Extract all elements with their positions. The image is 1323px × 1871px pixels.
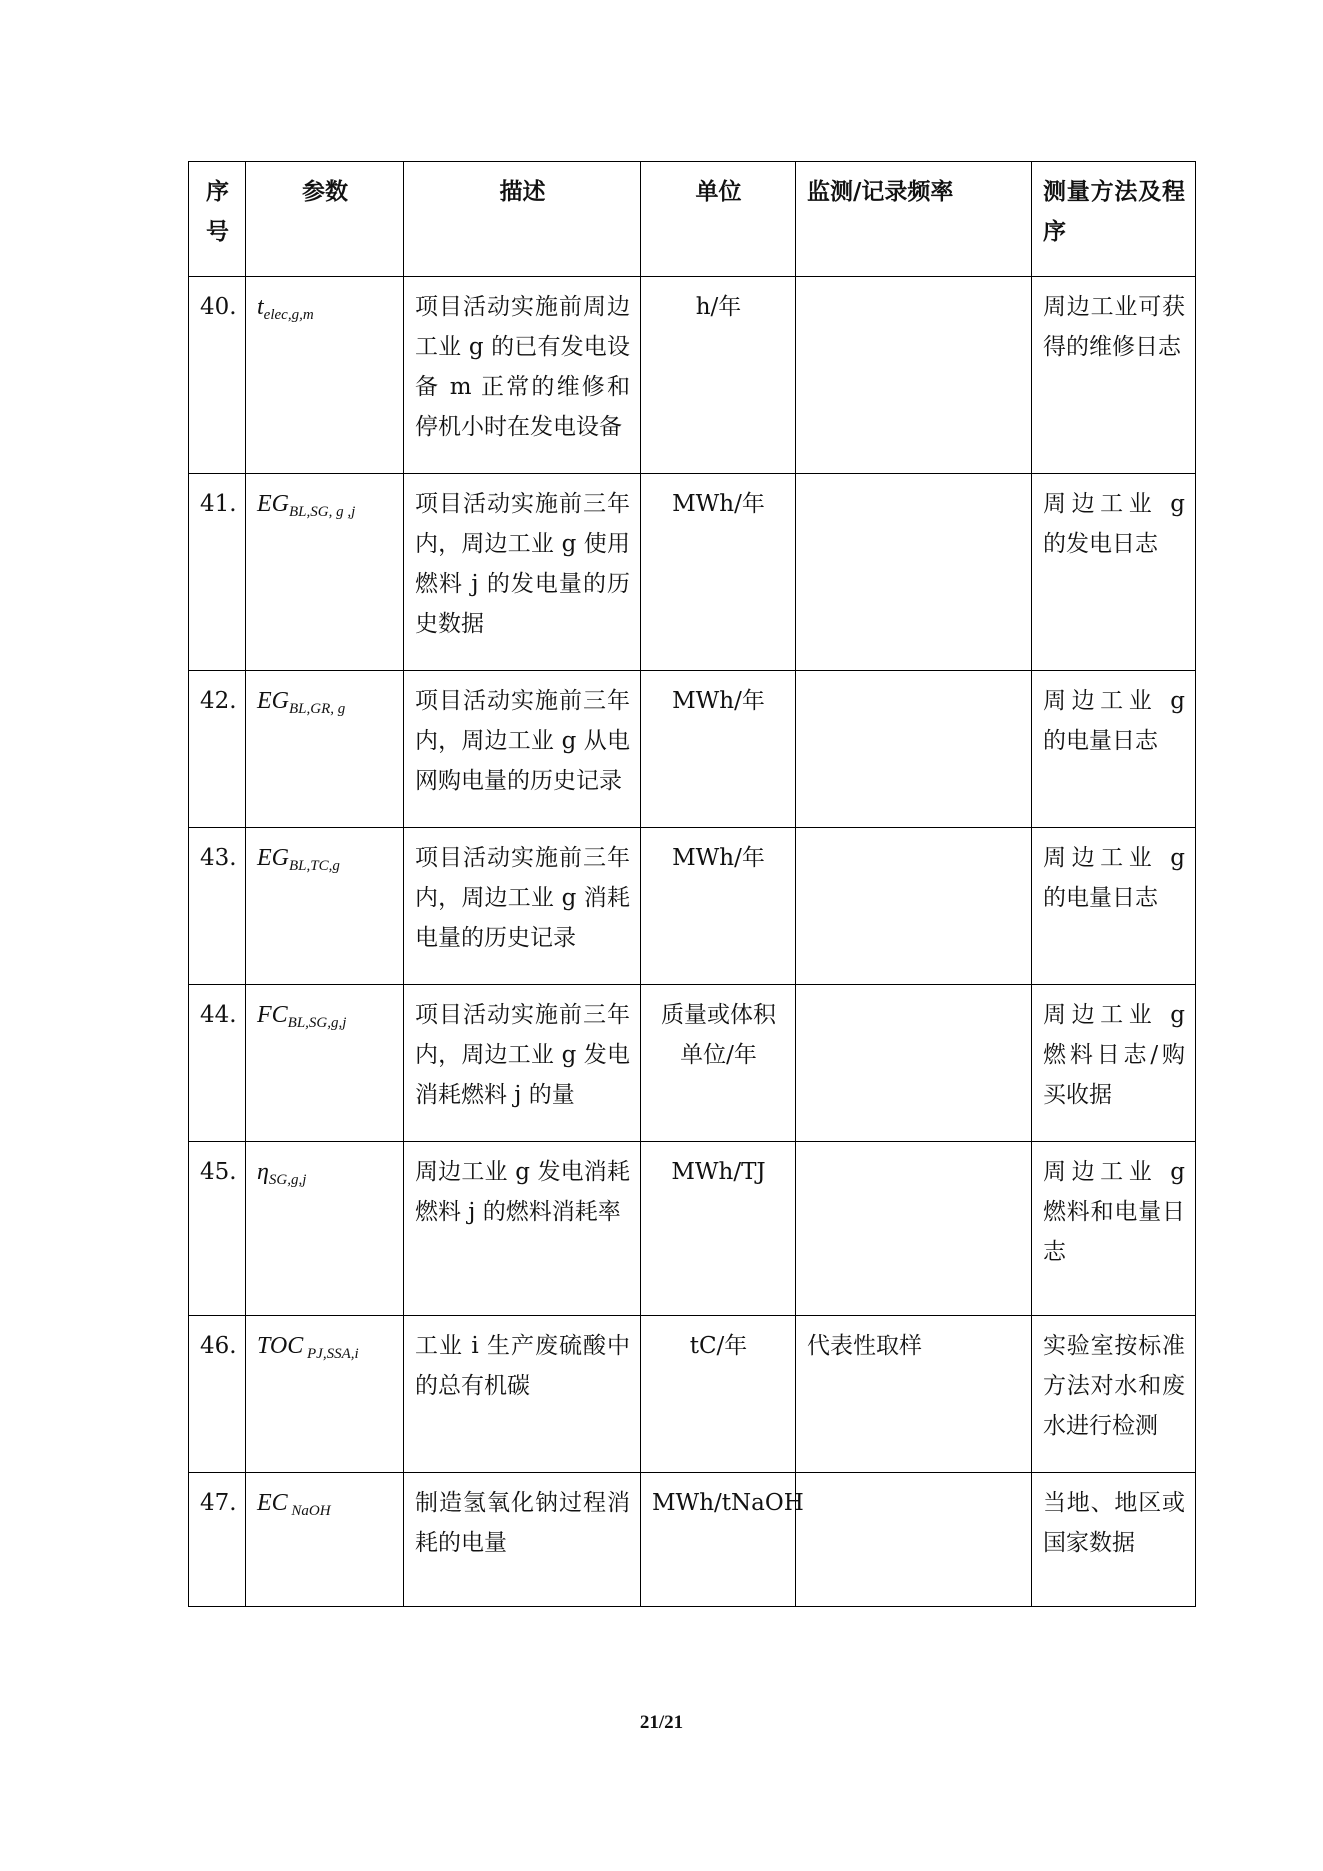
row-description: 工业 i 生产废硫酸中的总有机碳 <box>404 1316 641 1473</box>
row-frequency <box>796 1142 1032 1316</box>
row-number: 44. <box>189 985 246 1142</box>
row-frequency <box>796 671 1032 828</box>
parameter-table <box>188 161 1196 1607</box>
row-parameter <box>246 1473 404 1607</box>
parameter-base: EG <box>257 688 289 714</box>
table-row <box>189 985 1196 1142</box>
row-parameter <box>246 277 404 474</box>
parameter-base: TOC <box>257 1333 304 1359</box>
row-unit: MWh/tNaOH <box>641 1473 796 1607</box>
row-unit: MWh/年 <box>641 828 796 985</box>
row-unit: MWh/TJ <box>641 1142 796 1316</box>
row-frequency <box>796 828 1032 985</box>
row-frequency: 代表性取样 <box>796 1316 1032 1473</box>
header-desc: 描述 <box>404 162 641 277</box>
table-row <box>189 828 1196 985</box>
row-description: 项目活动实施前三年内，周边工业 g 从电网购电量的历史记录 <box>404 671 641 828</box>
row-frequency <box>796 277 1032 474</box>
parameter-base: t <box>257 294 264 320</box>
parameter-symbol <box>257 1002 347 1031</box>
row-method: 周边工业 g 的发电日志 <box>1032 474 1196 671</box>
parameter-subscript: PJ,SSA,i <box>303 1346 359 1362</box>
parameter-symbol <box>257 1159 307 1188</box>
parameter-subscript: elec,g,m <box>263 307 314 323</box>
row-method: 当地、地区或国家数据 <box>1032 1473 1196 1607</box>
parameter-subscript: SG,g,j <box>268 1172 307 1188</box>
parameter-base: EC <box>257 1490 288 1516</box>
row-number: 40. <box>189 277 246 474</box>
row-parameter <box>246 985 404 1142</box>
table-row <box>189 671 1196 828</box>
row-description: 项目活动实施前三年内，周边工业 g 使用燃料 j 的发电量的历史数据 <box>404 474 641 671</box>
row-unit: h/年 <box>641 277 796 474</box>
parameter-subscript: BL,GR, g <box>289 701 346 717</box>
row-unit: MWh/年 <box>641 671 796 828</box>
row-parameter <box>246 828 404 985</box>
header-method: 测量方法及程序 <box>1032 162 1196 277</box>
row-number: 42. <box>189 671 246 828</box>
row-unit: tC/年 <box>641 1316 796 1473</box>
table-row <box>189 277 1196 474</box>
row-method: 周边工业可获得的维修日志 <box>1032 277 1196 474</box>
parameter-symbol <box>257 1490 331 1519</box>
parameter-symbol <box>257 491 356 520</box>
parameter-subscript: BL,SG, g ,j <box>289 504 356 520</box>
table-row <box>189 1473 1196 1607</box>
parameter-symbol <box>257 294 314 323</box>
row-number: 45. <box>189 1142 246 1316</box>
row-description: 项目活动实施前三年内，周边工业 g 消耗电量的历史记录 <box>404 828 641 985</box>
header-row <box>189 162 1196 277</box>
parameter-symbol <box>257 688 346 717</box>
row-unit: 质量或体积单位/年 <box>641 985 796 1142</box>
header-unit: 单位 <box>641 162 796 277</box>
row-description: 项目活动实施前三年内，周边工业 g 发电消耗燃料 j 的量 <box>404 985 641 1142</box>
row-number: 47. <box>189 1473 246 1607</box>
row-parameter <box>246 474 404 671</box>
row-frequency <box>796 1473 1032 1607</box>
row-method: 周边工业 g 燃料和电量日志 <box>1032 1142 1196 1316</box>
row-frequency <box>796 474 1032 671</box>
parameter-symbol <box>257 845 340 874</box>
parameter-base: EG <box>257 491 289 517</box>
header-no: 序号 <box>189 162 246 277</box>
page-number: 21/21 <box>639 1712 684 1733</box>
parameter-base: FC <box>257 1002 288 1028</box>
parameter-symbol <box>257 1333 359 1362</box>
row-parameter <box>246 671 404 828</box>
parameter-base: EG <box>257 845 289 871</box>
parameter-subscript: BL,SG,g,j <box>287 1015 347 1031</box>
row-number: 46. <box>189 1316 246 1473</box>
row-method: 实验室按标准方法对水和废水进行检测 <box>1032 1316 1196 1473</box>
row-frequency <box>796 985 1032 1142</box>
row-parameter <box>246 1316 404 1473</box>
row-number: 43. <box>189 828 246 985</box>
row-method: 周边工业 g 的电量日志 <box>1032 828 1196 985</box>
row-description: 制造氢氧化钠过程消耗的电量 <box>404 1473 641 1607</box>
parameter-subscript: NaOH <box>287 1503 331 1519</box>
row-number: 41. <box>189 474 246 671</box>
row-method: 周边工业 g 燃料日志/购买收据 <box>1032 985 1196 1142</box>
parameter-subscript: BL,TC,g <box>289 858 340 874</box>
header-param: 参数 <box>246 162 404 277</box>
table-row <box>189 1142 1196 1316</box>
parameter-base: η <box>257 1159 269 1185</box>
table-row <box>189 1316 1196 1473</box>
row-description: 周边工业 g 发电消耗燃料 j 的燃料消耗率 <box>404 1142 641 1316</box>
header-freq: 监测/记录频率 <box>796 162 1032 277</box>
row-description: 项目活动实施前周边工业 g 的已有发电设备 m 正常的维修和停机小时在发电设备 <box>404 277 641 474</box>
table-row <box>189 474 1196 671</box>
row-method: 周边工业 g 的电量日志 <box>1032 671 1196 828</box>
row-parameter <box>246 1142 404 1316</box>
row-unit: MWh/年 <box>641 474 796 671</box>
